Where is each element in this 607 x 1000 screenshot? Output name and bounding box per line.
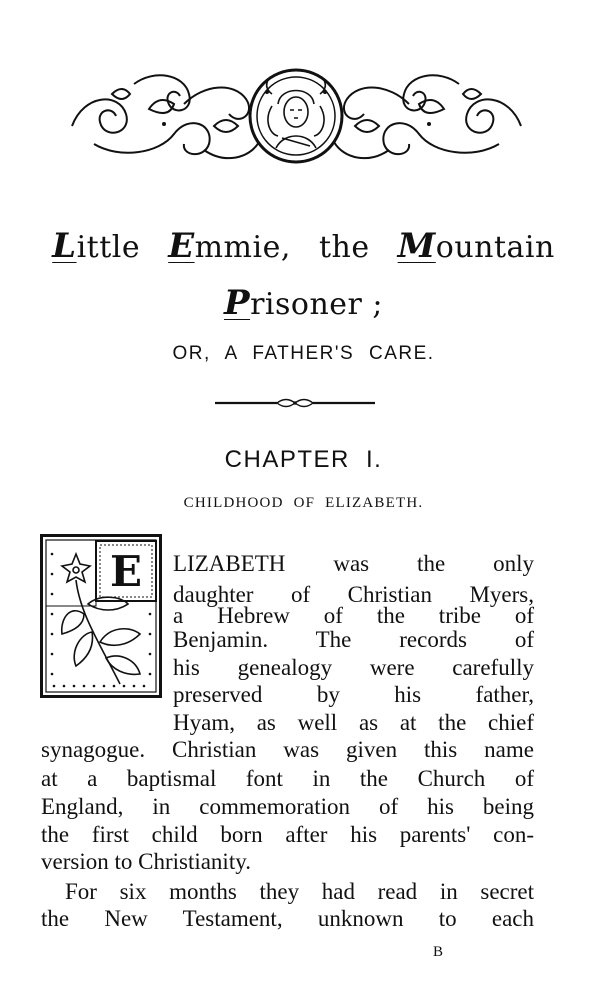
floral-initial-icon: [40, 534, 162, 698]
body-text-line: England, in commemoration of his being: [41, 794, 534, 819]
book-title-line-1: [0, 226, 607, 266]
title-word: Emmie,: [168, 226, 291, 266]
body-text-line: Benjamin. The records of: [173, 627, 534, 652]
signature-mark: B: [433, 944, 444, 960]
title-word: Little: [52, 226, 141, 266]
book-subtitle: OR, A FATHER'S CARE.: [172, 343, 435, 364]
body-text-line: a Hebrew of the tribe of: [173, 603, 534, 628]
title-word: Prisoner ;: [223, 283, 384, 323]
body-text-line: the first child born after his parents' con-: [41, 822, 534, 847]
body-text-line: Hyam, as well as at the chief: [173, 710, 534, 735]
body-text-line: at a baptismal font in the Church of: [41, 766, 534, 791]
chapter-heading: CHAPTER I.: [224, 446, 383, 473]
body-text-line: synagogue. Christian was given this name: [41, 737, 534, 762]
body-text-line: his genealogy were carefully: [173, 655, 534, 680]
title-word: the: [318, 230, 370, 265]
dropcap-letter: E: [109, 547, 143, 596]
chapter-subheading: CHILDHOOD OF ELIZABETH.: [183, 495, 424, 511]
body-text-line: the New Testament, unknown to each: [41, 906, 534, 931]
title-word: Mountain: [397, 226, 555, 266]
book-title-line-2: [0, 283, 607, 323]
body-text-line: version to Christianity.: [41, 849, 251, 874]
body-text-line: LIZABETH was the only: [173, 551, 534, 576]
body-text-line: preserved by his father,: [173, 682, 534, 707]
body-text-line: For six months they had read in secret: [65, 879, 534, 904]
decorative-rule-icon: [215, 396, 375, 410]
floral-headpiece-icon: [64, 64, 529, 170]
body-text-line: daughter of Christian Myers,: [173, 582, 534, 607]
